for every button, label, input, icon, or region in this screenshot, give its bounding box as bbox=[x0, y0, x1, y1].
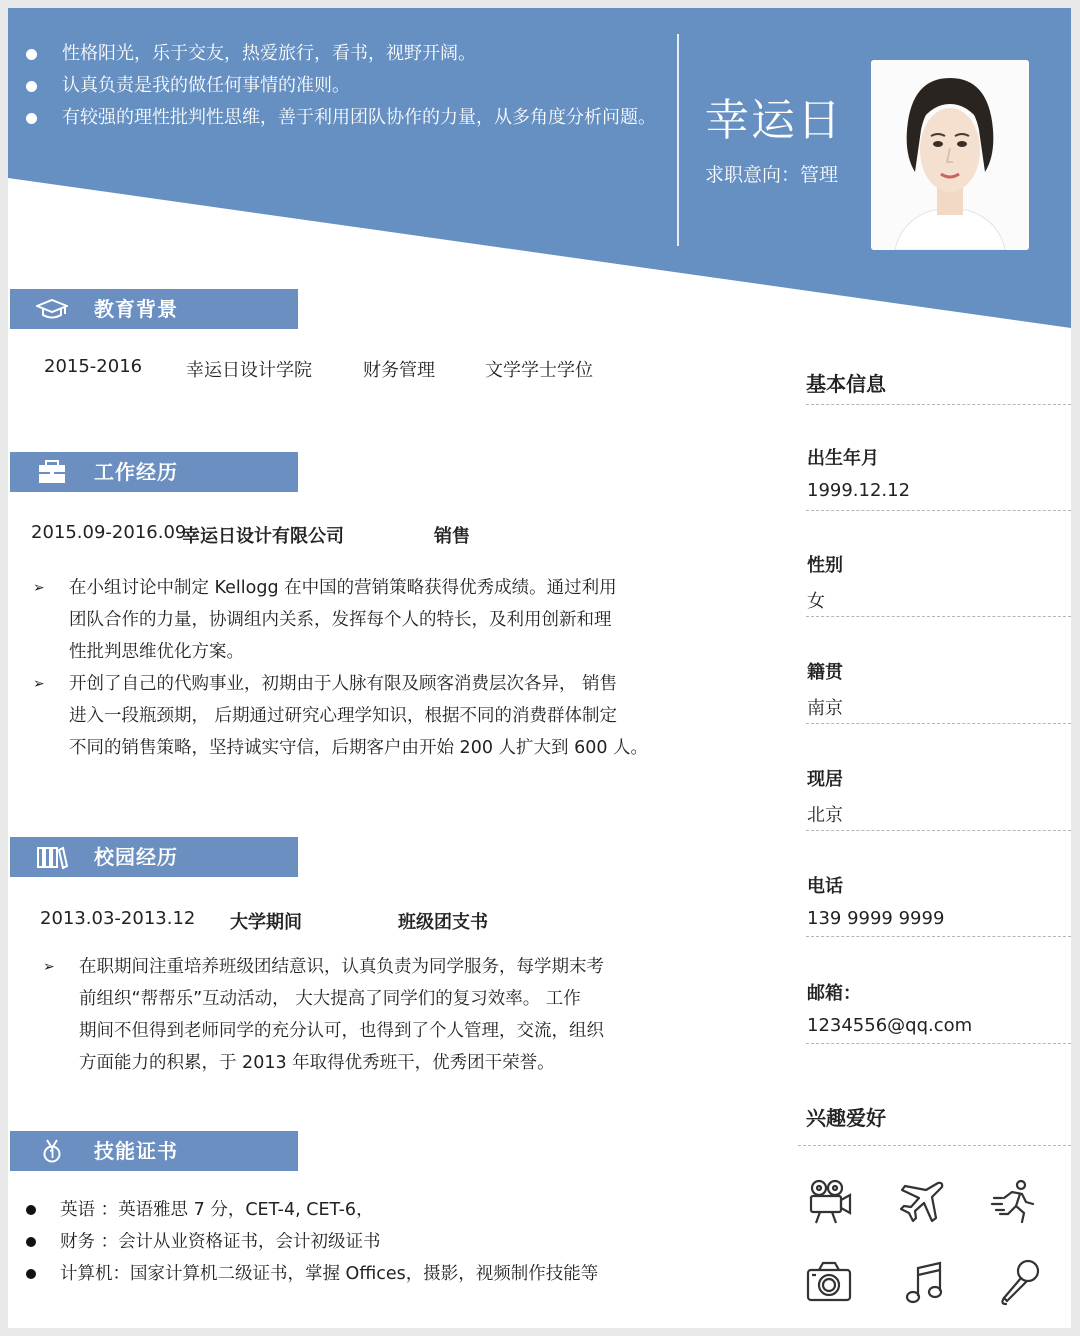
divider bbox=[806, 723, 1071, 724]
info-value: 1999.12.12 bbox=[807, 480, 911, 501]
music-note-icon bbox=[902, 1258, 954, 1306]
info-label: 邮箱： bbox=[807, 983, 861, 1004]
divider bbox=[806, 616, 1071, 617]
divider bbox=[806, 936, 1071, 937]
education-period: 2015-2016 bbox=[44, 356, 143, 377]
list-item: 计算机：国家计算机二级证书，掌握 Offices，摄影，视频制作技能等 bbox=[24, 1258, 598, 1290]
list-item: ➢ 在职期间注重培养班级团结意识，认真负责为同学服务，每学期末考 前组织“帮帮乐”互动活动， 大大提高了同学们的复习效率。 工作 期间不但得到老师同学的充分认可，也得到了个人管理，交流，组织 方面能力的积累，于 2013 年取得优秀班干，优秀团干荣誉。 bbox=[43, 957, 604, 1073]
divider bbox=[806, 830, 1071, 831]
section-header-work bbox=[10, 452, 298, 492]
education-major: 财务管理 bbox=[363, 360, 435, 381]
microphone-icon bbox=[996, 1258, 1048, 1306]
section-title: 技能证书 bbox=[94, 1139, 178, 1163]
divider bbox=[806, 1043, 1071, 1044]
trait-item: 有较强的理性批判性思维，善于利用团队协作的力量，从多角度分析问题。 bbox=[26, 102, 656, 134]
briefcase-icon bbox=[36, 460, 68, 484]
education-school: 幸运日设计学院 bbox=[186, 360, 312, 381]
running-icon bbox=[990, 1178, 1042, 1226]
campus-bullets bbox=[43, 951, 663, 1079]
info-value: 女 bbox=[807, 591, 825, 612]
hobbies-title: 兴趣爱好 bbox=[806, 1106, 886, 1130]
campus-period: 2013.03-2013.12 bbox=[40, 908, 196, 929]
divider bbox=[806, 404, 1071, 405]
campus-stage: 大学期间 bbox=[230, 912, 302, 933]
header-divider bbox=[677, 34, 679, 246]
section-title: 工作经历 bbox=[94, 460, 178, 484]
campus-position: 班级团支书 bbox=[398, 912, 488, 933]
info-label: 出生年月 bbox=[807, 448, 879, 469]
info-value: 139 9999 9999 bbox=[807, 908, 945, 929]
airplane-icon bbox=[896, 1178, 948, 1226]
section-header-campus bbox=[10, 837, 298, 877]
graduation-cap-icon bbox=[36, 297, 68, 321]
profile-photo bbox=[871, 60, 1029, 250]
work-bullets bbox=[33, 572, 673, 764]
film-camera-icon bbox=[804, 1178, 856, 1226]
work-company: 幸运日设计有限公司 bbox=[182, 526, 344, 547]
candidate-name: 幸运日 bbox=[705, 95, 843, 146]
info-value: 南京 bbox=[807, 698, 843, 719]
info-label: 电话 bbox=[807, 876, 843, 897]
job-intent: 求职意向：管理 bbox=[705, 164, 839, 186]
books-icon bbox=[36, 845, 68, 869]
divider bbox=[798, 1145, 1071, 1146]
skills-list bbox=[24, 1194, 598, 1290]
work-role: 销售 bbox=[434, 526, 470, 547]
info-label: 性别 bbox=[807, 555, 843, 576]
trait-item: 认真负责是我的做任何事情的准则。 bbox=[26, 70, 656, 102]
section-header-skills bbox=[10, 1131, 298, 1171]
education-degree: 文学学士学位 bbox=[485, 360, 593, 381]
list-item: 英语 ：英语雅思 7 分，CET-4, CET-6， bbox=[24, 1194, 598, 1226]
resume-page bbox=[8, 8, 1071, 1328]
info-value: 1234556@qq.com bbox=[807, 1015, 973, 1036]
info-value: 北京 bbox=[807, 805, 843, 826]
section-title: 教育背景 bbox=[94, 297, 178, 321]
divider bbox=[806, 510, 1071, 511]
list-item: ➢ 在小组讨论中制定 Kellogg 在中国的营销策略获得优秀成绩。通过利用 团队合作的力量，协调组内关系，发挥每个人的特长，及利用创新和理 性批判思维优化方案。 bbox=[33, 578, 617, 662]
personal-traits bbox=[26, 38, 656, 134]
camera-icon bbox=[804, 1258, 856, 1306]
trait-item: 性格阳光，乐于交友，热爱旅行，看书，视野开阔。 bbox=[26, 38, 656, 70]
work-period: 2015.09-2016.09 bbox=[31, 522, 187, 543]
info-label: 籍贯 bbox=[807, 662, 843, 683]
section-title: 校园经历 bbox=[94, 845, 178, 869]
medal-icon bbox=[36, 1139, 68, 1163]
list-item: ➢ 开创了自己的代购事业，初期由于人脉有限及顾客消费层次各异， 销售 进入一段瓶颈期， 后期通过研究心理学知识，根据不同的消费群体制定 不同的销售策略，坚持诚实守信，后期客户由开始 200 人扩大到 600 人。 bbox=[33, 674, 649, 758]
info-label: 现居 bbox=[807, 769, 843, 790]
list-item: 财务 ：会计从业资格证书，会计初级证书 bbox=[24, 1226, 598, 1258]
section-header-education bbox=[10, 289, 298, 329]
basic-info-title: 基本信息 bbox=[806, 372, 886, 396]
